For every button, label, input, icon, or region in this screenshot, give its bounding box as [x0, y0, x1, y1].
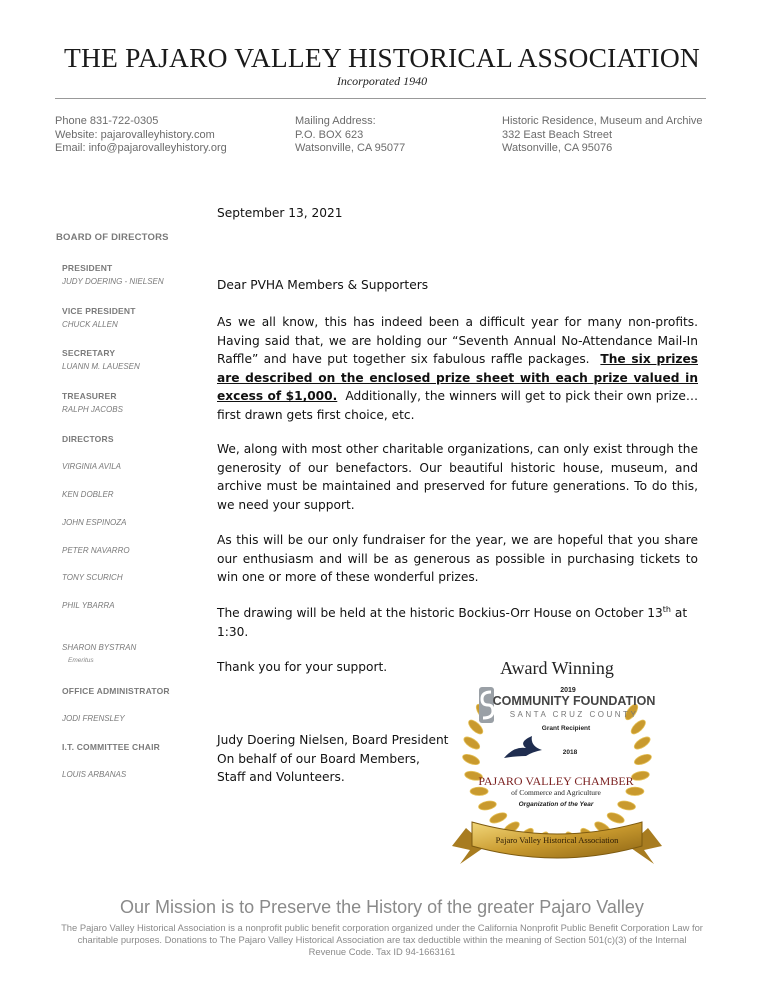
residence-street: 332 East Beach Street	[502, 128, 613, 141]
award-badge	[446, 650, 668, 878]
letter-thanks: Thank you for your support.	[217, 660, 388, 674]
contact-mailing-address	[295, 115, 405, 156]
incorporated-subtitle: Incorporated 1940	[336, 74, 428, 88]
nonprofit-fineprint: The Pajaro Valley Historical Association is a nonprofit public benefit corporation organized under the California Nonprofit Public Benefit Corporation Law for charitable purposes. Donations to The Pajaro Valley Historical Association are tax deductible within the meaning of Section 501(c)(3) of the Internal Revenue Code. Tax ID 94-1663161	[61, 922, 703, 957]
phone-line: Phone 831-722-0305	[55, 115, 159, 127]
laurel-leaf	[626, 787, 644, 795]
director-name: KEN DOBLER	[62, 490, 114, 499]
laurel-leaf	[488, 811, 508, 826]
eagle-icon	[504, 736, 542, 758]
organization-of-year-text: Organization of the Year	[518, 801, 594, 808]
mailing-city: Watsonville, CA 95077	[295, 142, 406, 154]
board-heading: BOARD OF DIRECTORS	[56, 232, 169, 243]
letter-paragraph-3: As this will be our only fundraiser for the year, we are hopeful that you share our enthusiasm and will be as generous as possible in purchasing tickets to win one or more of these wonderful prizes.	[217, 533, 698, 585]
email-line: Email: info@pajarovalleyhistory.org	[55, 142, 227, 154]
letter-paragraph-1	[217, 313, 698, 425]
vice-president-name: CHUCK ALLEN	[62, 320, 118, 329]
director-name: TONY SCURICH	[62, 573, 123, 582]
emeritus-note: Emeritus	[68, 657, 94, 664]
santa-cruz-county-text: SANTA CRUZ COUNTY	[509, 710, 639, 719]
director-name: PHIL YBARRA	[62, 601, 115, 610]
p1-intro: As we all know, this has indeed been a difficult year for many non-profits. Having said that, we are holding our “Seventh Annual No-Attendance Mail-In Raffle” and have put together six fabulous raffle packages.	[217, 315, 698, 367]
website-line: Website: pajarovalleyhistory.com	[55, 128, 215, 141]
laurel-leaf	[470, 787, 488, 795]
secretary-name: LUANN M. LAUESEN	[62, 362, 140, 371]
contact-phone-web-email	[55, 115, 227, 156]
header-divider	[55, 98, 706, 99]
grant-recipient-text: Grant Recipient	[541, 725, 591, 732]
p4-ordinal: th	[662, 604, 671, 614]
signature-line: Staff and Volunteers.	[217, 770, 345, 785]
p4-time: at 1:30.	[217, 606, 688, 639]
laurel-leaf	[629, 718, 648, 737]
secretary-title: SECRETARY	[62, 348, 116, 358]
president-name: JUDY DOERING - NIELSEN	[62, 277, 164, 286]
laurel-leaf	[478, 800, 497, 812]
laurel-leaf	[617, 800, 636, 812]
mission-statement: Our Mission is to Preserve the History of the greater Pajaro Valley	[120, 897, 644, 917]
signature-line: Judy Doering Nielsen, Board President	[217, 733, 449, 747]
p4-drawing-text: The drawing will be held at the historic Bockius-Orr House on October 13	[217, 606, 663, 620]
directors-title: DIRECTORS	[62, 434, 114, 444]
residence-label: Historic Residence, Museum and Archive	[502, 115, 703, 127]
organization-title: THE PAJARO VALLEY HISTORICAL ASSOCIATION	[64, 42, 700, 73]
laurel-leaf	[632, 735, 652, 752]
it-chair-name: LOUIS ARBANAS	[62, 770, 127, 779]
ribbon-text: Pajaro Valley Historical Association	[495, 835, 619, 845]
director-name: VIRGINIA AVILA	[62, 462, 121, 471]
laurel-leaf	[462, 735, 482, 752]
president-title: PRESIDENT	[62, 263, 113, 273]
mailing-label: Mailing Address:	[295, 115, 376, 127]
pajaro-valley-chamber-text: PAJARO VALLEY CHAMBER	[478, 774, 634, 788]
it-chair-title: I.T. COMMITTEE CHAIR	[62, 742, 160, 752]
laurel-leaf	[461, 752, 481, 767]
letter-paragraph-4	[217, 604, 698, 641]
letter-salutation: Dear PVHA Members & Supporters	[217, 278, 429, 292]
office-admin-title: OFFICE ADMINISTRATOR	[62, 686, 170, 696]
community-foundation-text: COMMUNITY FOUNDATION	[492, 694, 656, 708]
p1-prize-highlight: The six prizes are described on the enclosed prize sheet with each prize valued in excess of $1,000.	[217, 352, 698, 404]
director-name: PETER NAVARRO	[62, 546, 130, 555]
treasurer-title: TREASURER	[62, 391, 117, 401]
director-name: JOHN ESPINOZA	[62, 518, 127, 527]
letter-signature	[217, 731, 452, 787]
office-admin-name: JODI FRENSLEY	[62, 714, 125, 723]
emeritus-name: SHARON BYSTRAN	[62, 643, 137, 652]
mailing-box: P.O. BOX 623	[295, 128, 364, 141]
p1-closing: Additionally, the winners will get to pick their own prize…first drawn gets first choice, etc.	[217, 389, 699, 422]
year-2018: 2018	[562, 749, 578, 756]
letter-date: September 13, 2021	[217, 206, 343, 220]
laurel-leaf	[606, 811, 626, 826]
year-2019: 2019	[560, 687, 576, 694]
letter-paragraph-2: We, along with most other charitable organizations, can only exist through the generosity of our benefactors. Our beautiful historic house, museum, and archive must be maintained and preserved for future generations. To do this, we need your support.	[217, 442, 698, 512]
treasurer-name: RALPH JACOBS	[62, 405, 123, 414]
contact-residence-address	[502, 115, 703, 156]
award-winning-text: Award Winning	[500, 658, 614, 678]
laurel-leaf	[633, 752, 653, 767]
residence-city: Watsonville, CA 95076	[502, 142, 613, 154]
vice-president-title: VICE PRESIDENT	[62, 306, 136, 316]
signature-line: On behalf of our Board Members,	[217, 751, 420, 766]
chamber-subtitle-text: of Commerce and Agriculture	[511, 788, 601, 797]
